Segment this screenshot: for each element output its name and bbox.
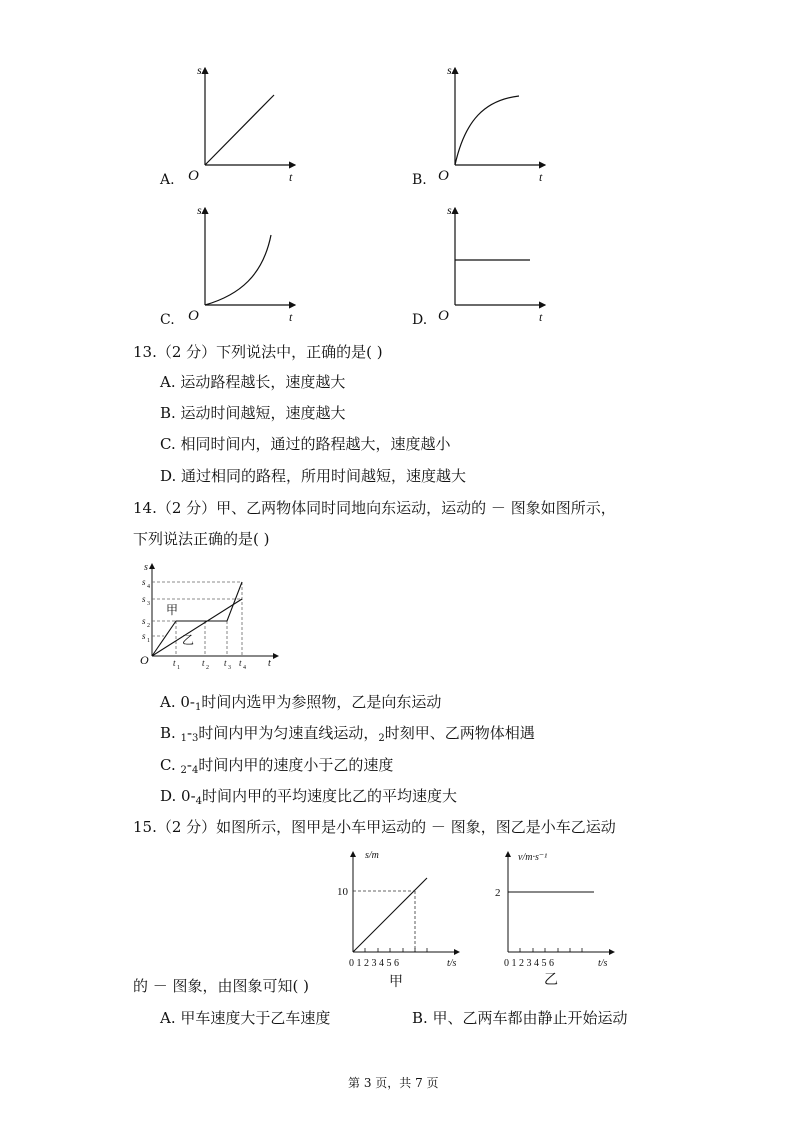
q14-st-graph [138,560,288,675]
q14-option-c: C. $_2-_4$时间内甲的速度小于乙的速度 [160,756,394,776]
origin-label: O [188,308,199,324]
svg-text:0 1 2 3 4 5 6: 0 1 2 3 4 5 6 [349,958,399,969]
option-d-letter: D. [412,312,428,328]
q15-graph-yi-vt [490,848,620,988]
q13-option-b: B. 运动时间越短，速度越大 [160,404,346,422]
q14-stem-line1: 14.（2 分）甲、乙两物体同时同地向东运动，运动的 － 图象如图所示， [133,499,616,517]
q13-option-d: D. 通过相同的路程，所用时间越短，速度越大 [160,467,467,485]
s-axis-label: s [197,203,202,217]
graph-c-curve-accelerating [185,200,305,325]
origin-label: O [438,308,449,324]
svg-text:s/m: s/m [365,850,379,861]
q14-option-b: B. $_1-_3$时间内甲为匀速直线运动，$_2$时刻甲、乙两物体相遇 [160,724,535,744]
origin-label: O [438,168,449,184]
svg-text:0 1 2 3 4 5 6: 0 1 2 3 4 5 6 [504,958,554,969]
svg-text:O: O [140,653,149,667]
q14-option-a: A. $0-_1$时间内选甲为参照物，乙是向东运动 [160,693,442,713]
svg-text:t: t [173,658,176,668]
page-footer: 第 3 页，共 7 页 [348,1076,439,1090]
q14-stem-line2: 下列说法正确的是( ) [133,530,270,548]
svg-text:v/m·s⁻¹: v/m·s⁻¹ [518,852,548,863]
option-b-letter: B. [412,172,427,188]
s-axis-label: s [447,63,452,77]
svg-text:1: 1 [177,665,180,671]
q13-option-c: C. 相同时间内，通过的路程越大，速度越小 [160,435,451,453]
svg-text:4: 4 [243,665,246,671]
svg-text:3: 3 [228,665,231,671]
svg-text:1: 1 [147,638,150,644]
svg-text:t: t [202,658,205,668]
svg-text:t: t [268,658,271,669]
jia-label: 甲 [166,603,179,617]
origin-label: O [188,168,199,184]
q15-option-a: A. 甲车速度大于乙车速度 [160,1009,331,1027]
svg-text:s: s [142,631,146,641]
t-axis-label: t [289,310,293,324]
q13-stem: 13.（2 分）下列说法中，正确的是( ) [133,343,383,361]
q15-graph-jia-st [335,848,465,988]
q15-stem-line1: 15.（2 分）如图所示，图甲是小车甲运动的 － 图象，图乙是小车乙运动 [133,818,616,836]
q15-stem-line2: 的 － 图象，由图象可知( ) [133,977,310,995]
svg-text:2: 2 [495,887,501,899]
option-a-letter: A. [160,172,175,188]
svg-text:3: 3 [147,601,150,607]
svg-text:t: t [224,658,227,668]
graph-b-curve-decelerating [435,60,555,185]
jia-caption: 甲 [389,975,403,990]
q13-option-a: A. 运动路程越长，速度越大 [160,373,346,391]
yi-label: 乙 [182,633,195,647]
graph-a-linear [185,60,305,185]
svg-text:s: s [142,616,146,626]
t-axis-label: t [539,310,543,324]
svg-text:s: s [142,594,146,604]
svg-text:4: 4 [147,584,150,590]
q14-option-d: D. $0-_4$时间内甲的平均速度比乙的平均速度大 [160,787,458,807]
s-axis-label: s [447,203,452,217]
yi-caption: 乙 [544,973,558,988]
svg-text:10: 10 [337,886,348,898]
svg-text:t/s: t/s [447,958,457,969]
svg-text:2: 2 [206,665,209,671]
svg-text:s: s [144,562,148,573]
jia-line [152,582,242,656]
s-axis-label: s [197,63,202,77]
svg-text:s: s [142,577,146,587]
svg-text:2: 2 [147,623,150,629]
option-c-letter: C. [160,312,175,328]
t-axis-label: t [539,170,543,184]
svg-text:t/s: t/s [598,958,608,969]
graph-d-horizontal [435,200,555,325]
q15-option-b: B. 甲、乙两车都由静止开始运动 [412,1009,628,1027]
svg-text:t: t [239,658,242,668]
t-axis-label: t [289,170,293,184]
